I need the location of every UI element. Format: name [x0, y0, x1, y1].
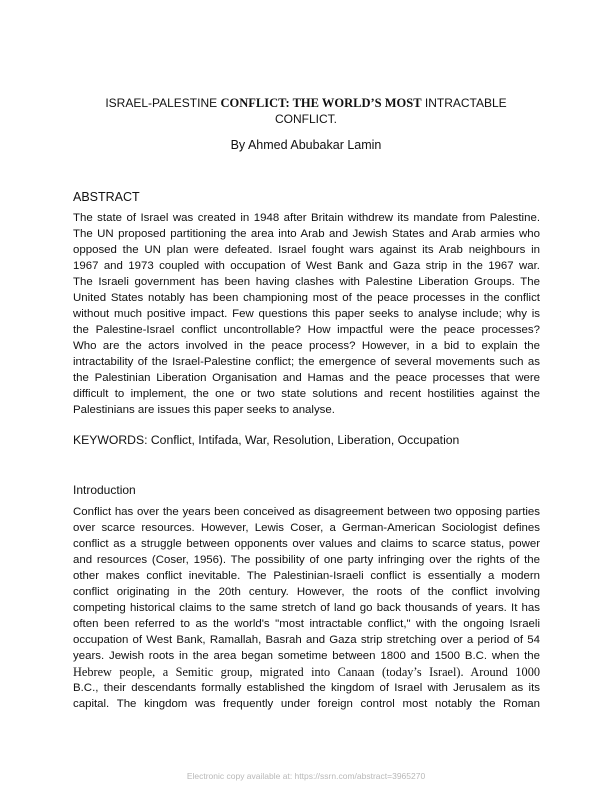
keywords: KEYWORDS: Conflict, Intifada, War, Resolution, Liberation, Occupation — [73, 433, 460, 447]
abstract-line: United States notably has been championing most of the peace processes in the conflict — [73, 292, 540, 304]
abstract-line: without much positive impact. Few questions this paper seeks to analyse include; why is — [73, 308, 540, 320]
abstract-line: 1967 and 1973 coupled with occupation of West Bank and Gaza strip in the 1967 war. — [73, 260, 540, 272]
title-part-3: INTRACTABLE — [421, 96, 507, 110]
intro-line: occupation of West Bank, Ramallah, Basrah and Gaza strip stretching over a period of 54 — [73, 634, 540, 646]
intro-line: other makes conflict inevitable. The Palestinian-Israeli conflict is essentially a modern — [73, 570, 540, 582]
intro-line: conflict originating in the 20th century. However, the roots of the conflict involving — [73, 586, 540, 598]
abstract-line: The Israeli government has been having clashes with Palestine Liberation Groups. The — [73, 276, 540, 288]
intro-line: competing historical claims to the same stretch of land go back thousands of years. It has — [73, 602, 540, 614]
title-part-1: ISRAEL-PALESTINE — [105, 96, 221, 110]
abstract-line: intractability of the Israel-Palestine conflict; the emergence of several movements such as — [73, 356, 540, 368]
author-byline: By Ahmed Abubakar Lamin — [230, 138, 382, 152]
intro-line: Hebrew people, a Semitic group, migrated into Canaan (today’s Israel). Around 1000 — [73, 665, 540, 679]
abstract-line: difficult to implement, the one or two state solutions and recent hostilities against the — [73, 388, 540, 400]
title-line-1 — [72, 95, 540, 111]
paper-title — [72, 95, 540, 127]
abstract-line: The state of Israel was created in 1948 after Britain withdrew its mandate from Palestine. — [73, 212, 540, 224]
introduction-paragraph — [73, 504, 540, 712]
abstract-line: opposed the UN plan were defeated. Israel fought wars against its Arab neighbours in — [73, 244, 540, 256]
title-line-2: CONFLICT. — [274, 112, 337, 126]
title-part-2: CONFLICT: THE WORLD’S MOST — [220, 96, 422, 110]
abstract-line: Palestinians are issues this paper seeks to analyse. — [73, 404, 335, 416]
abstract-line: The UN proposed partitioning the area into Arab and Jewish States and Arab armies who — [73, 228, 540, 240]
abstract-paragraph — [73, 210, 540, 418]
abstract-line: the Palestinian Liberation Organisation and Hamas and the peace processes that were — [73, 372, 540, 384]
intro-line: over scarce resources. However, Lewis Coser, a German-American Sociologist defines — [73, 522, 540, 534]
intro-line: capital. The kingdom was frequently under foreign control most notably the Roman — [73, 698, 540, 710]
abstract-line: the Palestine-Israel conflict uncontrollable? How impactful were the peace processes? — [73, 324, 540, 336]
introduction-heading: Introduction — [73, 483, 136, 497]
intro-line: conflict as a struggle between opponents over values and claims to scarce status, power — [73, 538, 540, 550]
abstract-line: Who are the actors involved in the peace process? However, in a bid to explain the — [73, 340, 540, 352]
abstract-heading: ABSTRACT — [73, 190, 140, 204]
intro-line: B.C., their descendants formally established the kingdom of Israel with Jerusalem as its — [73, 682, 540, 694]
intro-line: years. Jewish roots in the area began sometime between 1800 and 1500 B.C. when the — [73, 650, 540, 662]
intro-line: Conflict has over the years been conceived as disagreement between two opposing parties — [73, 506, 540, 518]
intro-line: and resources (Coser, 1956). The possibility of one party infringing over the rights of the — [73, 554, 540, 566]
intro-line: often been referred to as the world's "most intractable conflict," with the ongoing Israeli — [73, 618, 540, 630]
ssrn-footer: Electronic copy available at: https://ssrn.com/abstract=3965270 — [186, 771, 426, 781]
